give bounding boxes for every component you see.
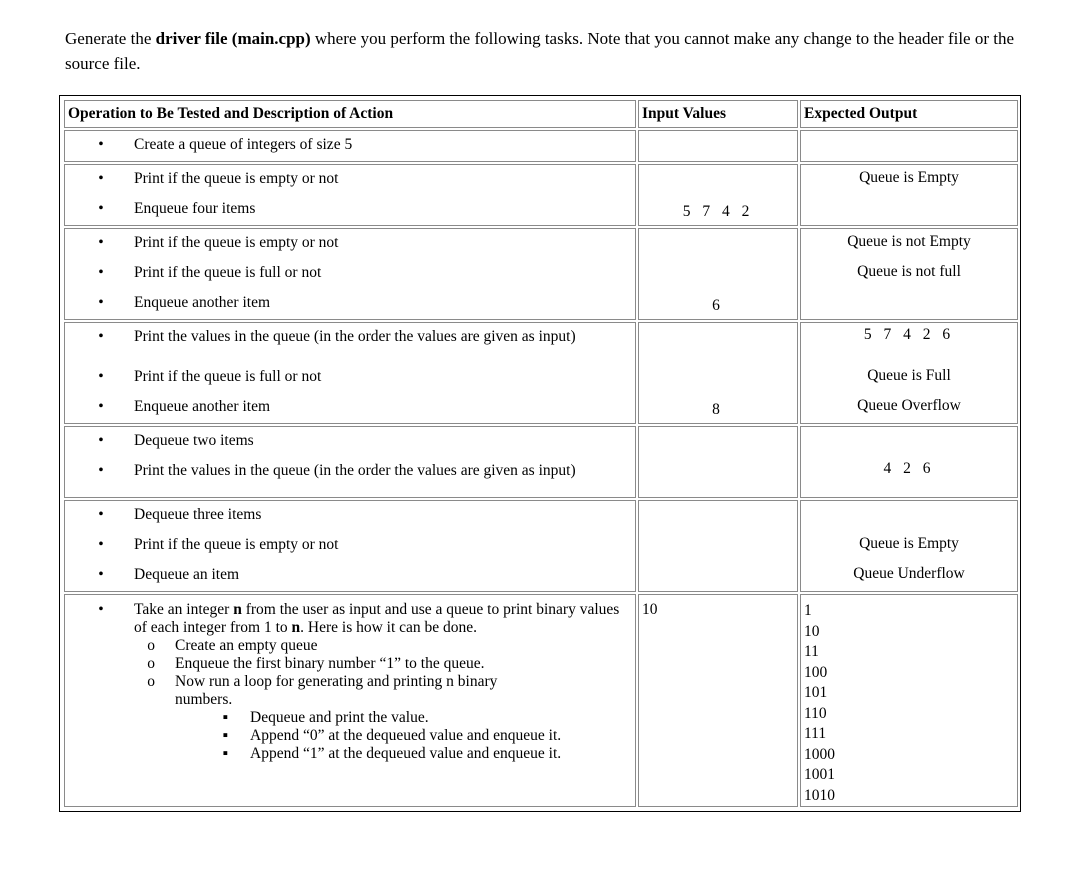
operation-text: Create a queue of integers of size 5 [134, 136, 353, 153]
list-item [68, 531, 632, 561]
list-item [68, 393, 632, 423]
substep-text: Append “1” at the dequeued value and enqueue it. [250, 745, 562, 762]
output-cell [800, 426, 1018, 498]
binary-output-list [804, 601, 1014, 806]
table-row [64, 228, 1018, 320]
input-value [642, 131, 794, 161]
binary-value: 11 [804, 643, 819, 660]
expected-output: Queue is Full [867, 367, 951, 384]
expected-output: Queue is Empty [859, 535, 959, 552]
operation-cell [64, 130, 636, 162]
operation-text: Enqueue four items [134, 200, 256, 217]
output-cell [800, 130, 1018, 162]
input-value [642, 165, 794, 195]
sub-sub-list-item [68, 727, 632, 745]
input-cell [638, 500, 798, 592]
input-cell [638, 426, 798, 498]
list-item [68, 131, 632, 161]
list-item [68, 501, 632, 531]
table-row [64, 164, 1018, 226]
input-value [642, 363, 794, 393]
bullet: • [98, 328, 104, 345]
test-table [62, 98, 1020, 809]
operation-text: Print if the queue is empty or not [134, 170, 339, 187]
binary-value: 1001 [804, 766, 835, 783]
sub-list-item [68, 673, 632, 709]
task-bold-n-2: n [291, 619, 301, 636]
header-input: Input Values [638, 100, 798, 128]
expected-output [804, 501, 1014, 531]
bullet: • [98, 506, 104, 523]
table-header-row [64, 100, 1018, 128]
bullet: • [98, 398, 104, 415]
sub-bullet: o [147, 655, 155, 672]
header-output: Expected Output [800, 100, 1018, 128]
substep-text: Dequeue and print the value. [250, 709, 429, 726]
operation-text: Dequeue two items [134, 432, 254, 449]
list-item [68, 165, 632, 195]
intro-paragraph [65, 26, 1025, 76]
operation-text: Enqueue another item [134, 398, 271, 415]
input-value [642, 531, 794, 561]
binary-value: 101 [804, 684, 828, 701]
list-item [68, 561, 632, 591]
input-value [642, 323, 794, 363]
input-value [642, 561, 794, 591]
input-value: 6 [712, 297, 724, 314]
operation-text: Dequeue three items [134, 506, 262, 523]
input-value [642, 457, 794, 497]
bullet: • [98, 536, 104, 553]
expected-output: Queue is not Empty [847, 233, 971, 250]
bullet: • [98, 200, 104, 217]
input-value [642, 427, 794, 457]
operation-cell [64, 322, 636, 424]
input-cell [638, 130, 798, 162]
input-cell [638, 322, 798, 424]
test-table-frame [59, 95, 1021, 812]
input-value: 10 [642, 601, 658, 618]
operation-text: Print the values in the queue (in the order the values are given as input) [134, 462, 576, 479]
operation-text: Print if the queue is empty or not [134, 234, 339, 251]
table-row-binary-task [64, 594, 1018, 807]
binary-value: 10 [804, 622, 820, 640]
sub-bullet: o [147, 673, 155, 690]
header-operation: Operation to Be Tested and Description of Action [64, 100, 636, 128]
binary-value: 100 [804, 663, 828, 681]
sub-sub-list-item [68, 745, 632, 763]
expected-output: Queue Underflow [853, 565, 965, 582]
expected-output [804, 195, 1014, 225]
binary-task-text [134, 601, 632, 637]
list-item [68, 259, 632, 289]
operation-cell [64, 164, 636, 226]
sub-list-item [68, 637, 632, 655]
list-item [68, 457, 632, 497]
input-value: 5 7 4 2 [682, 203, 754, 220]
binary-value: 111 [804, 725, 827, 742]
input-value [642, 501, 794, 531]
operation-cell [64, 500, 636, 592]
output-cell [800, 594, 1018, 807]
operation-cell [64, 594, 636, 807]
table-row [64, 500, 1018, 592]
expected-output [804, 427, 1014, 457]
operation-cell [64, 228, 636, 320]
table-row [64, 130, 1018, 162]
bullet: • [98, 294, 104, 311]
intro-text-1: Generate the [65, 29, 156, 48]
list-item [68, 601, 632, 637]
input-value [642, 229, 794, 259]
task-text-1: Take an integer [134, 601, 234, 618]
list-item [68, 363, 632, 393]
expected-output: 5 7 4 2 6 [863, 326, 955, 343]
list-item [68, 289, 632, 319]
intro-text-2: where you perform the following tasks. Note that you cannot make any change to the header file or the source file. [65, 29, 1015, 73]
expected-output: Queue Overflow [857, 397, 961, 414]
binary-value: 110 [804, 704, 827, 722]
expected-output [804, 289, 1014, 319]
output-cell [800, 500, 1018, 592]
binary-value: 1 [804, 602, 812, 619]
operation-text: Print the values in the queue (in the order the values are given as input) [134, 328, 576, 345]
bullet: • [98, 601, 104, 618]
input-value [642, 259, 794, 289]
operation-text: Print if the queue is full or not [134, 368, 322, 385]
list-item [68, 427, 632, 457]
table-row [64, 322, 1018, 424]
substep-text: Append “0” at the dequeued value and enqueue it. [250, 727, 562, 744]
bullet: • [98, 566, 104, 583]
sub-sub-list-item [68, 709, 632, 727]
bullet: • [98, 136, 104, 153]
expected-output: Queue is Empty [859, 169, 959, 186]
operation-text: Dequeue an item [134, 566, 240, 583]
expected-output [804, 131, 1014, 161]
step-text: Create an empty queue [175, 637, 318, 654]
binary-value: 1000 [804, 745, 835, 763]
intro-bold: driver file (main.cpp) [155, 29, 311, 48]
output-cell [800, 322, 1018, 424]
table-row [64, 426, 1018, 498]
sub-sub-bullet: ▪ [222, 727, 228, 744]
operation-cell [64, 426, 636, 498]
input-cell [638, 164, 798, 226]
list-item [68, 229, 632, 259]
list-item [68, 323, 632, 363]
bullet: • [98, 234, 104, 251]
output-cell [800, 164, 1018, 226]
bullet: • [98, 170, 104, 187]
bullet: • [98, 462, 104, 479]
operation-text: Print if the queue is full or not [134, 264, 322, 281]
bullet: • [98, 264, 104, 281]
task-bold-n-1: n [233, 601, 242, 618]
operation-text: Print if the queue is empty or not [134, 536, 339, 553]
bullet: • [98, 368, 104, 385]
sub-list-item [68, 655, 632, 673]
bullet: • [98, 432, 104, 449]
task-text-2: from the user as input and use a queue to print binary values of each integer from 1 to [134, 601, 620, 636]
expected-output: 4 2 6 [883, 460, 935, 477]
binary-value: 1010 [804, 786, 835, 804]
list-item [68, 195, 632, 225]
step-text: Now run a loop for generating and printing n binary numbers. [175, 673, 498, 708]
output-cell [800, 228, 1018, 320]
step-text: Enqueue the first binary number “1” to the queue. [175, 655, 485, 672]
input-value: 8 [712, 401, 724, 418]
expected-output: Queue is not full [857, 263, 961, 280]
input-cell [638, 228, 798, 320]
sub-sub-bullet: ▪ [222, 709, 228, 726]
input-cell [638, 594, 798, 807]
sub-sub-bullet: ▪ [222, 745, 228, 762]
sub-bullet: o [147, 637, 155, 654]
operation-text: Enqueue another item [134, 294, 271, 311]
task-text-3: . Here is how it can be done. [300, 619, 478, 636]
